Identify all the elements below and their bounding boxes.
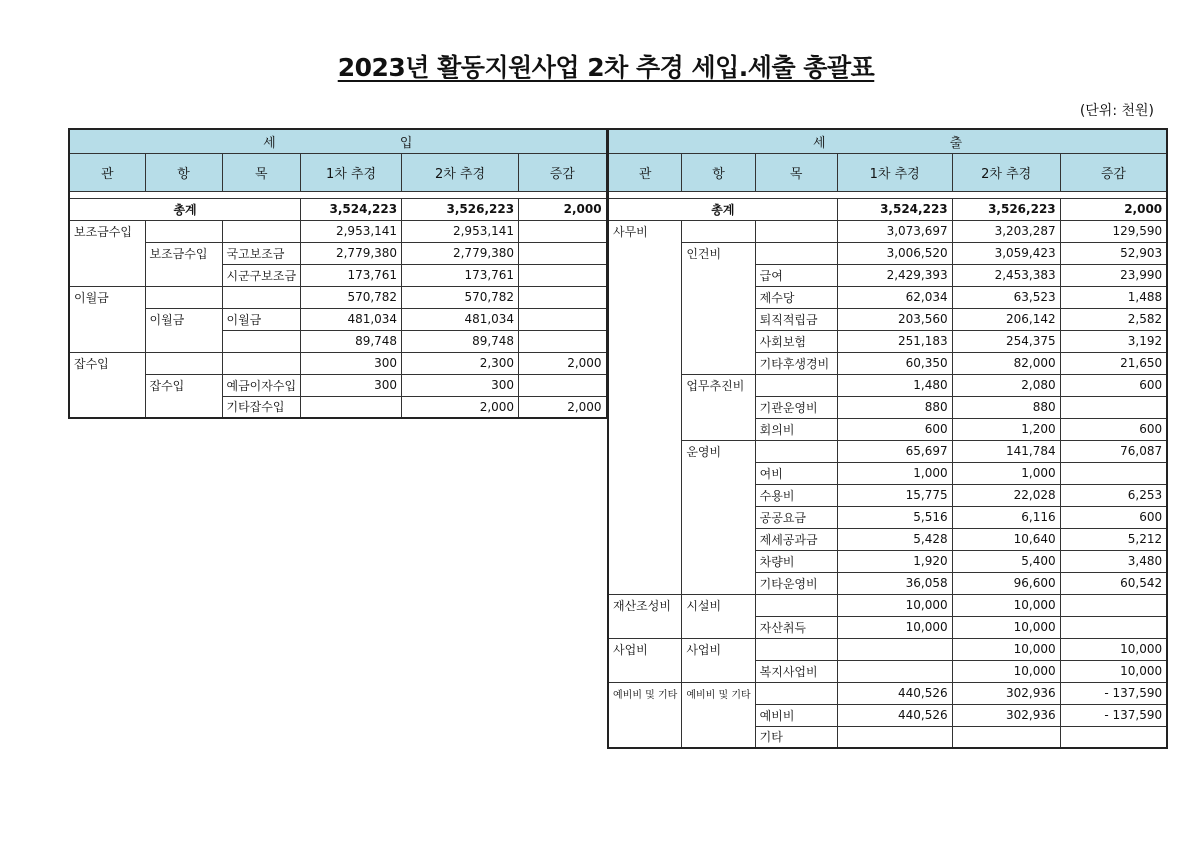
expense-cell-diff: 2,582 (1060, 308, 1167, 330)
expense-cell-second: 63,523 (952, 286, 1060, 308)
expense-table-row (608, 220, 1167, 242)
expense-cell-gwan (608, 726, 682, 748)
income-cell-first: 300 (301, 352, 402, 374)
expense-table-row (608, 462, 1167, 484)
income-cell-diff: 2,000 (519, 352, 607, 374)
expense-cell-gwan: 사업비 (608, 638, 682, 660)
expense-cell-mok: 회의비 (755, 418, 837, 440)
expense-cell-hang (682, 308, 755, 330)
expense-table-row (608, 264, 1167, 286)
expense-cell-second: 5,400 (952, 550, 1060, 572)
expense-cell-hang: 예비비 및 기타 (682, 682, 755, 704)
expense-cell-gwan (608, 660, 682, 682)
income-section-header: 세 입 (69, 129, 607, 153)
expense-cell-diff: 129,590 (1060, 220, 1167, 242)
income-cell-diff (519, 308, 607, 330)
expense-cell-second: 10,000 (952, 594, 1060, 616)
income-cell-diff (519, 264, 607, 286)
expense-cell-hang: 인건비 (682, 242, 755, 264)
expense-cell-first: 5,428 (837, 528, 952, 550)
expense-cell-second: 254,375 (952, 330, 1060, 352)
expense-table-row (608, 660, 1167, 682)
expense-cell-mok (755, 594, 837, 616)
expense-table-row (608, 308, 1167, 330)
income-col-gwan: 관 (69, 153, 145, 191)
income-cell-diff (519, 286, 607, 308)
expense-cell-diff: 600 (1060, 374, 1167, 396)
expense-spacer (608, 191, 1167, 198)
income-cell-first: 481,034 (301, 308, 402, 330)
expense-cell-hang (682, 352, 755, 374)
expense-cell-gwan (608, 330, 682, 352)
expense-cell-hang: 업무추진비 (682, 374, 755, 396)
expense-cell-mok: 자산취득 (755, 616, 837, 638)
expense-cell-mok: 제수당 (755, 286, 837, 308)
expense-cell-mok: 복지사업비 (755, 660, 837, 682)
expense-cell-gwan (608, 352, 682, 374)
income-cell-diff (519, 374, 607, 396)
income-cell-second: 570,782 (402, 286, 519, 308)
expense-cell-second: 1,000 (952, 462, 1060, 484)
expense-cell-diff: 600 (1060, 506, 1167, 528)
expense-cell-second: 1,200 (952, 418, 1060, 440)
expense-cell-gwan (608, 704, 682, 726)
expense-cell-diff: 5,212 (1060, 528, 1167, 550)
expense-cell-first (837, 638, 952, 660)
income-cell-second: 300 (402, 374, 519, 396)
income-cell-gwan (69, 330, 145, 352)
expense-cell-first (837, 660, 952, 682)
expense-cell-hang (682, 660, 755, 682)
expense-cell-first (837, 726, 952, 748)
expense-cell-hang (682, 396, 755, 418)
income-cell-diff (519, 242, 607, 264)
expense-cell-second: 302,936 (952, 704, 1060, 726)
expense-cell-hang (682, 462, 755, 484)
income-cell-diff (519, 220, 607, 242)
income-cell-mok (222, 286, 301, 308)
income-total-label: 총계 (69, 198, 301, 220)
expense-cell-diff: 60,542 (1060, 572, 1167, 594)
expense-cell-mok (755, 682, 837, 704)
income-cell-second: 481,034 (402, 308, 519, 330)
expense-cell-first: 1,920 (837, 550, 952, 572)
expense-table-row (608, 704, 1167, 726)
expense-col-gwan: 관 (608, 153, 682, 191)
expense-cell-mok: 예비비 (755, 704, 837, 726)
income-cell-second: 89,748 (402, 330, 519, 352)
expense-table-row (608, 550, 1167, 572)
expense-cell-hang (682, 572, 755, 594)
income-cell-mok (222, 352, 301, 374)
income-total-second: 3,526,223 (402, 198, 519, 220)
income-col-second: 2차 추경 (402, 153, 519, 191)
expense-table-row (608, 330, 1167, 352)
expense-cell-diff (1060, 396, 1167, 418)
expense-cell-mok (755, 220, 837, 242)
expense-cell-first: 5,516 (837, 506, 952, 528)
expense-cell-mok: 수용비 (755, 484, 837, 506)
expense-cell-second: 880 (952, 396, 1060, 418)
expense-table-row (608, 374, 1167, 396)
expense-cell-hang (682, 264, 755, 286)
income-total-first: 3,524,223 (301, 198, 402, 220)
income-table-row (69, 374, 607, 396)
income-col-mok: 목 (222, 153, 301, 191)
expense-cell-second: 2,080 (952, 374, 1060, 396)
expense-cell-diff (1060, 616, 1167, 638)
expense-cell-mok: 급여 (755, 264, 837, 286)
income-cell-mok: 이월금 (222, 308, 301, 330)
expense-table-row (608, 418, 1167, 440)
expense-cell-second: 302,936 (952, 682, 1060, 704)
unit-label: (단위: 천원) (1079, 103, 1154, 119)
income-cell-first (301, 396, 402, 418)
income-cell-first: 173,761 (301, 264, 402, 286)
expense-col-first: 1차 추경 (837, 153, 952, 191)
expense-cell-second: 141,784 (952, 440, 1060, 462)
expense-cell-gwan (608, 506, 682, 528)
income-cell-second: 2,000 (402, 396, 519, 418)
expense-cell-diff: 6,253 (1060, 484, 1167, 506)
expense-cell-gwan: 예비비 및 기타 (608, 682, 682, 704)
expense-cell-mok (755, 440, 837, 462)
income-cell-gwan (69, 264, 145, 286)
income-table-row (69, 264, 607, 286)
expense-cell-mok (755, 242, 837, 264)
income-cell-mok (222, 220, 301, 242)
expense-cell-gwan (608, 484, 682, 506)
expense-cell-diff (1060, 726, 1167, 748)
expense-cell-second: 10,640 (952, 528, 1060, 550)
income-total-row (69, 198, 607, 220)
expense-cell-hang (682, 616, 755, 638)
expense-cell-hang: 운영비 (682, 440, 755, 462)
expense-cell-second: 10,000 (952, 616, 1060, 638)
income-cell-second: 2,779,380 (402, 242, 519, 264)
expense-cell-second: 10,000 (952, 660, 1060, 682)
expense-cell-gwan (608, 396, 682, 418)
expense-cell-hang (682, 506, 755, 528)
income-cell-first: 89,748 (301, 330, 402, 352)
income-cell-first: 300 (301, 374, 402, 396)
expense-cell-first: 10,000 (837, 616, 952, 638)
expense-cell-gwan (608, 264, 682, 286)
income-cell-gwan (69, 396, 145, 418)
income-cell-diff: 2,000 (519, 396, 607, 418)
income-col-hang: 항 (145, 153, 222, 191)
expense-cell-diff: 3,192 (1060, 330, 1167, 352)
expense-cell-first: 36,058 (837, 572, 952, 594)
expense-cell-hang: 시설비 (682, 594, 755, 616)
expense-cell-first: 440,526 (837, 704, 952, 726)
expense-cell-mok: 기관운영비 (755, 396, 837, 418)
expense-cell-diff: 23,990 (1060, 264, 1167, 286)
expense-cell-gwan (608, 308, 682, 330)
expense-cell-second: 6,116 (952, 506, 1060, 528)
expense-cell-gwan (608, 374, 682, 396)
income-table-row (69, 242, 607, 264)
expense-cell-hang (682, 726, 755, 748)
expense-cell-diff: - 137,590 (1060, 682, 1167, 704)
income-spacer (69, 191, 607, 198)
income-cell-hang (145, 396, 222, 418)
expense-cell-first: 62,034 (837, 286, 952, 308)
expense-cell-gwan (608, 440, 682, 462)
expense-cell-second: 96,600 (952, 572, 1060, 594)
expense-cell-diff: 10,000 (1060, 660, 1167, 682)
income-cell-second: 2,953,141 (402, 220, 519, 242)
income-cell-mok: 시군구보조금 (222, 264, 301, 286)
expense-cell-hang (682, 528, 755, 550)
income-cell-mok: 예금이자수입 (222, 374, 301, 396)
expense-cell-gwan (608, 572, 682, 594)
expense-cell-mok: 차량비 (755, 550, 837, 572)
expense-cell-mok (755, 638, 837, 660)
expense-cell-first: 251,183 (837, 330, 952, 352)
expense-col-second: 2차 추경 (952, 153, 1060, 191)
income-cell-gwan: 잡수입 (69, 352, 145, 374)
expense-cell-diff: 21,650 (1060, 352, 1167, 374)
expense-cell-mok: 사회보험 (755, 330, 837, 352)
income-table (68, 128, 608, 419)
income-cell-gwan (69, 242, 145, 264)
expense-cell-diff: 1,488 (1060, 286, 1167, 308)
expense-cell-gwan (608, 418, 682, 440)
expense-cell-second: 3,203,287 (952, 220, 1060, 242)
income-table-row (69, 396, 607, 418)
income-col-first: 1차 추경 (301, 153, 402, 191)
expense-cell-gwan (608, 616, 682, 638)
income-col-diff: 증감 (519, 153, 607, 191)
expense-cell-diff: 52,903 (1060, 242, 1167, 264)
expense-cell-first: 10,000 (837, 594, 952, 616)
expense-cell-first: 1,000 (837, 462, 952, 484)
income-cell-second: 2,300 (402, 352, 519, 374)
expense-table-row (608, 638, 1167, 660)
expense-cell-mok: 제세공과금 (755, 528, 837, 550)
expense-table-row (608, 572, 1167, 594)
expense-table-row (608, 682, 1167, 704)
expense-table-row (608, 594, 1167, 616)
expense-cell-second: 3,059,423 (952, 242, 1060, 264)
expense-cell-second: 2,453,383 (952, 264, 1060, 286)
expense-cell-hang (682, 220, 755, 242)
income-cell-mok: 기타잡수입 (222, 396, 301, 418)
income-cell-hang (145, 220, 222, 242)
expense-section-header: 세 출 (608, 129, 1167, 153)
income-cell-gwan (69, 374, 145, 396)
expense-cell-first: 1,480 (837, 374, 952, 396)
expense-cell-hang: 사업비 (682, 638, 755, 660)
expense-total-first: 3,524,223 (837, 198, 952, 220)
expense-cell-diff (1060, 594, 1167, 616)
income-cell-gwan: 보조금수입 (69, 220, 145, 242)
expense-total-row (608, 198, 1167, 220)
expense-cell-hang (682, 704, 755, 726)
expense-cell-second: 206,142 (952, 308, 1060, 330)
expense-cell-first: 60,350 (837, 352, 952, 374)
expense-col-mok: 목 (755, 153, 837, 191)
expense-cell-diff: 600 (1060, 418, 1167, 440)
expense-cell-diff: 3,480 (1060, 550, 1167, 572)
expense-table-row (608, 352, 1167, 374)
expense-total-diff: 2,000 (1060, 198, 1167, 220)
expense-cell-gwan (608, 242, 682, 264)
income-cell-hang (145, 286, 222, 308)
income-cell-second: 173,761 (402, 264, 519, 286)
income-cell-diff (519, 330, 607, 352)
expense-cell-mok: 공공요금 (755, 506, 837, 528)
expense-cell-first: 3,073,697 (837, 220, 952, 242)
expense-cell-first: 880 (837, 396, 952, 418)
expense-cell-second (952, 726, 1060, 748)
income-table-row (69, 220, 607, 242)
expense-cell-first: 3,006,520 (837, 242, 952, 264)
expense-cell-hang (682, 330, 755, 352)
expense-cell-second: 82,000 (952, 352, 1060, 374)
income-cell-mok: 국고보조금 (222, 242, 301, 264)
expense-cell-mok: 기타운영비 (755, 572, 837, 594)
expense-cell-first: 440,526 (837, 682, 952, 704)
income-cell-first: 2,779,380 (301, 242, 402, 264)
income-cell-gwan: 이월금 (69, 286, 145, 308)
expense-cell-gwan (608, 550, 682, 572)
income-cell-hang (145, 352, 222, 374)
expense-cell-diff: 10,000 (1060, 638, 1167, 660)
income-cell-hang: 잡수입 (145, 374, 222, 396)
expense-cell-hang (682, 550, 755, 572)
income-table-row (69, 308, 607, 330)
income-table-row (69, 330, 607, 352)
income-cell-hang: 보조금수입 (145, 242, 222, 264)
expense-cell-first: 600 (837, 418, 952, 440)
expense-table-row (608, 440, 1167, 462)
expense-cell-diff (1060, 462, 1167, 484)
expense-cell-gwan: 사무비 (608, 220, 682, 242)
expense-cell-gwan (608, 286, 682, 308)
income-cell-first: 570,782 (301, 286, 402, 308)
expense-cell-gwan (608, 528, 682, 550)
expense-table-row (608, 528, 1167, 550)
income-cell-first: 2,953,141 (301, 220, 402, 242)
expense-col-diff: 증감 (1060, 153, 1167, 191)
expense-cell-diff: - 137,590 (1060, 704, 1167, 726)
expense-cell-hang (682, 418, 755, 440)
expense-cell-gwan (608, 462, 682, 484)
expense-cell-mok: 기타 (755, 726, 837, 748)
income-cell-hang: 이월금 (145, 308, 222, 330)
expense-table-row (608, 286, 1167, 308)
expense-cell-mok: 기타후생경비 (755, 352, 837, 374)
income-total-diff: 2,000 (519, 198, 607, 220)
expense-cell-gwan: 재산조성비 (608, 594, 682, 616)
income-cell-mok (222, 330, 301, 352)
expense-cell-first: 203,560 (837, 308, 952, 330)
expense-cell-mok: 여비 (755, 462, 837, 484)
income-table-row (69, 286, 607, 308)
income-cell-hang (145, 330, 222, 352)
expense-table-row (608, 242, 1167, 264)
expense-table-row (608, 506, 1167, 528)
expense-table-row (608, 484, 1167, 506)
expense-table-row (608, 616, 1167, 638)
expense-cell-mok (755, 374, 837, 396)
expense-cell-first: 65,697 (837, 440, 952, 462)
expense-table-row (608, 726, 1167, 748)
expense-col-hang: 항 (682, 153, 755, 191)
expense-cell-second: 22,028 (952, 484, 1060, 506)
expense-table (607, 128, 1168, 749)
expense-cell-first: 15,775 (837, 484, 952, 506)
expense-cell-first: 2,429,393 (837, 264, 952, 286)
expense-cell-hang (682, 286, 755, 308)
expense-total-second: 3,526,223 (952, 198, 1060, 220)
expense-cell-mok: 퇴직적립금 (755, 308, 837, 330)
expense-table-row (608, 396, 1167, 418)
page-title: 2023년 활동지원사업 2차 추경 세입.세출 총괄표 (337, 53, 875, 82)
expense-cell-second: 10,000 (952, 638, 1060, 660)
income-cell-hang (145, 264, 222, 286)
expense-total-label: 총계 (608, 198, 837, 220)
expense-cell-hang (682, 484, 755, 506)
income-cell-gwan (69, 308, 145, 330)
income-table-row (69, 352, 607, 374)
expense-cell-diff: 76,087 (1060, 440, 1167, 462)
